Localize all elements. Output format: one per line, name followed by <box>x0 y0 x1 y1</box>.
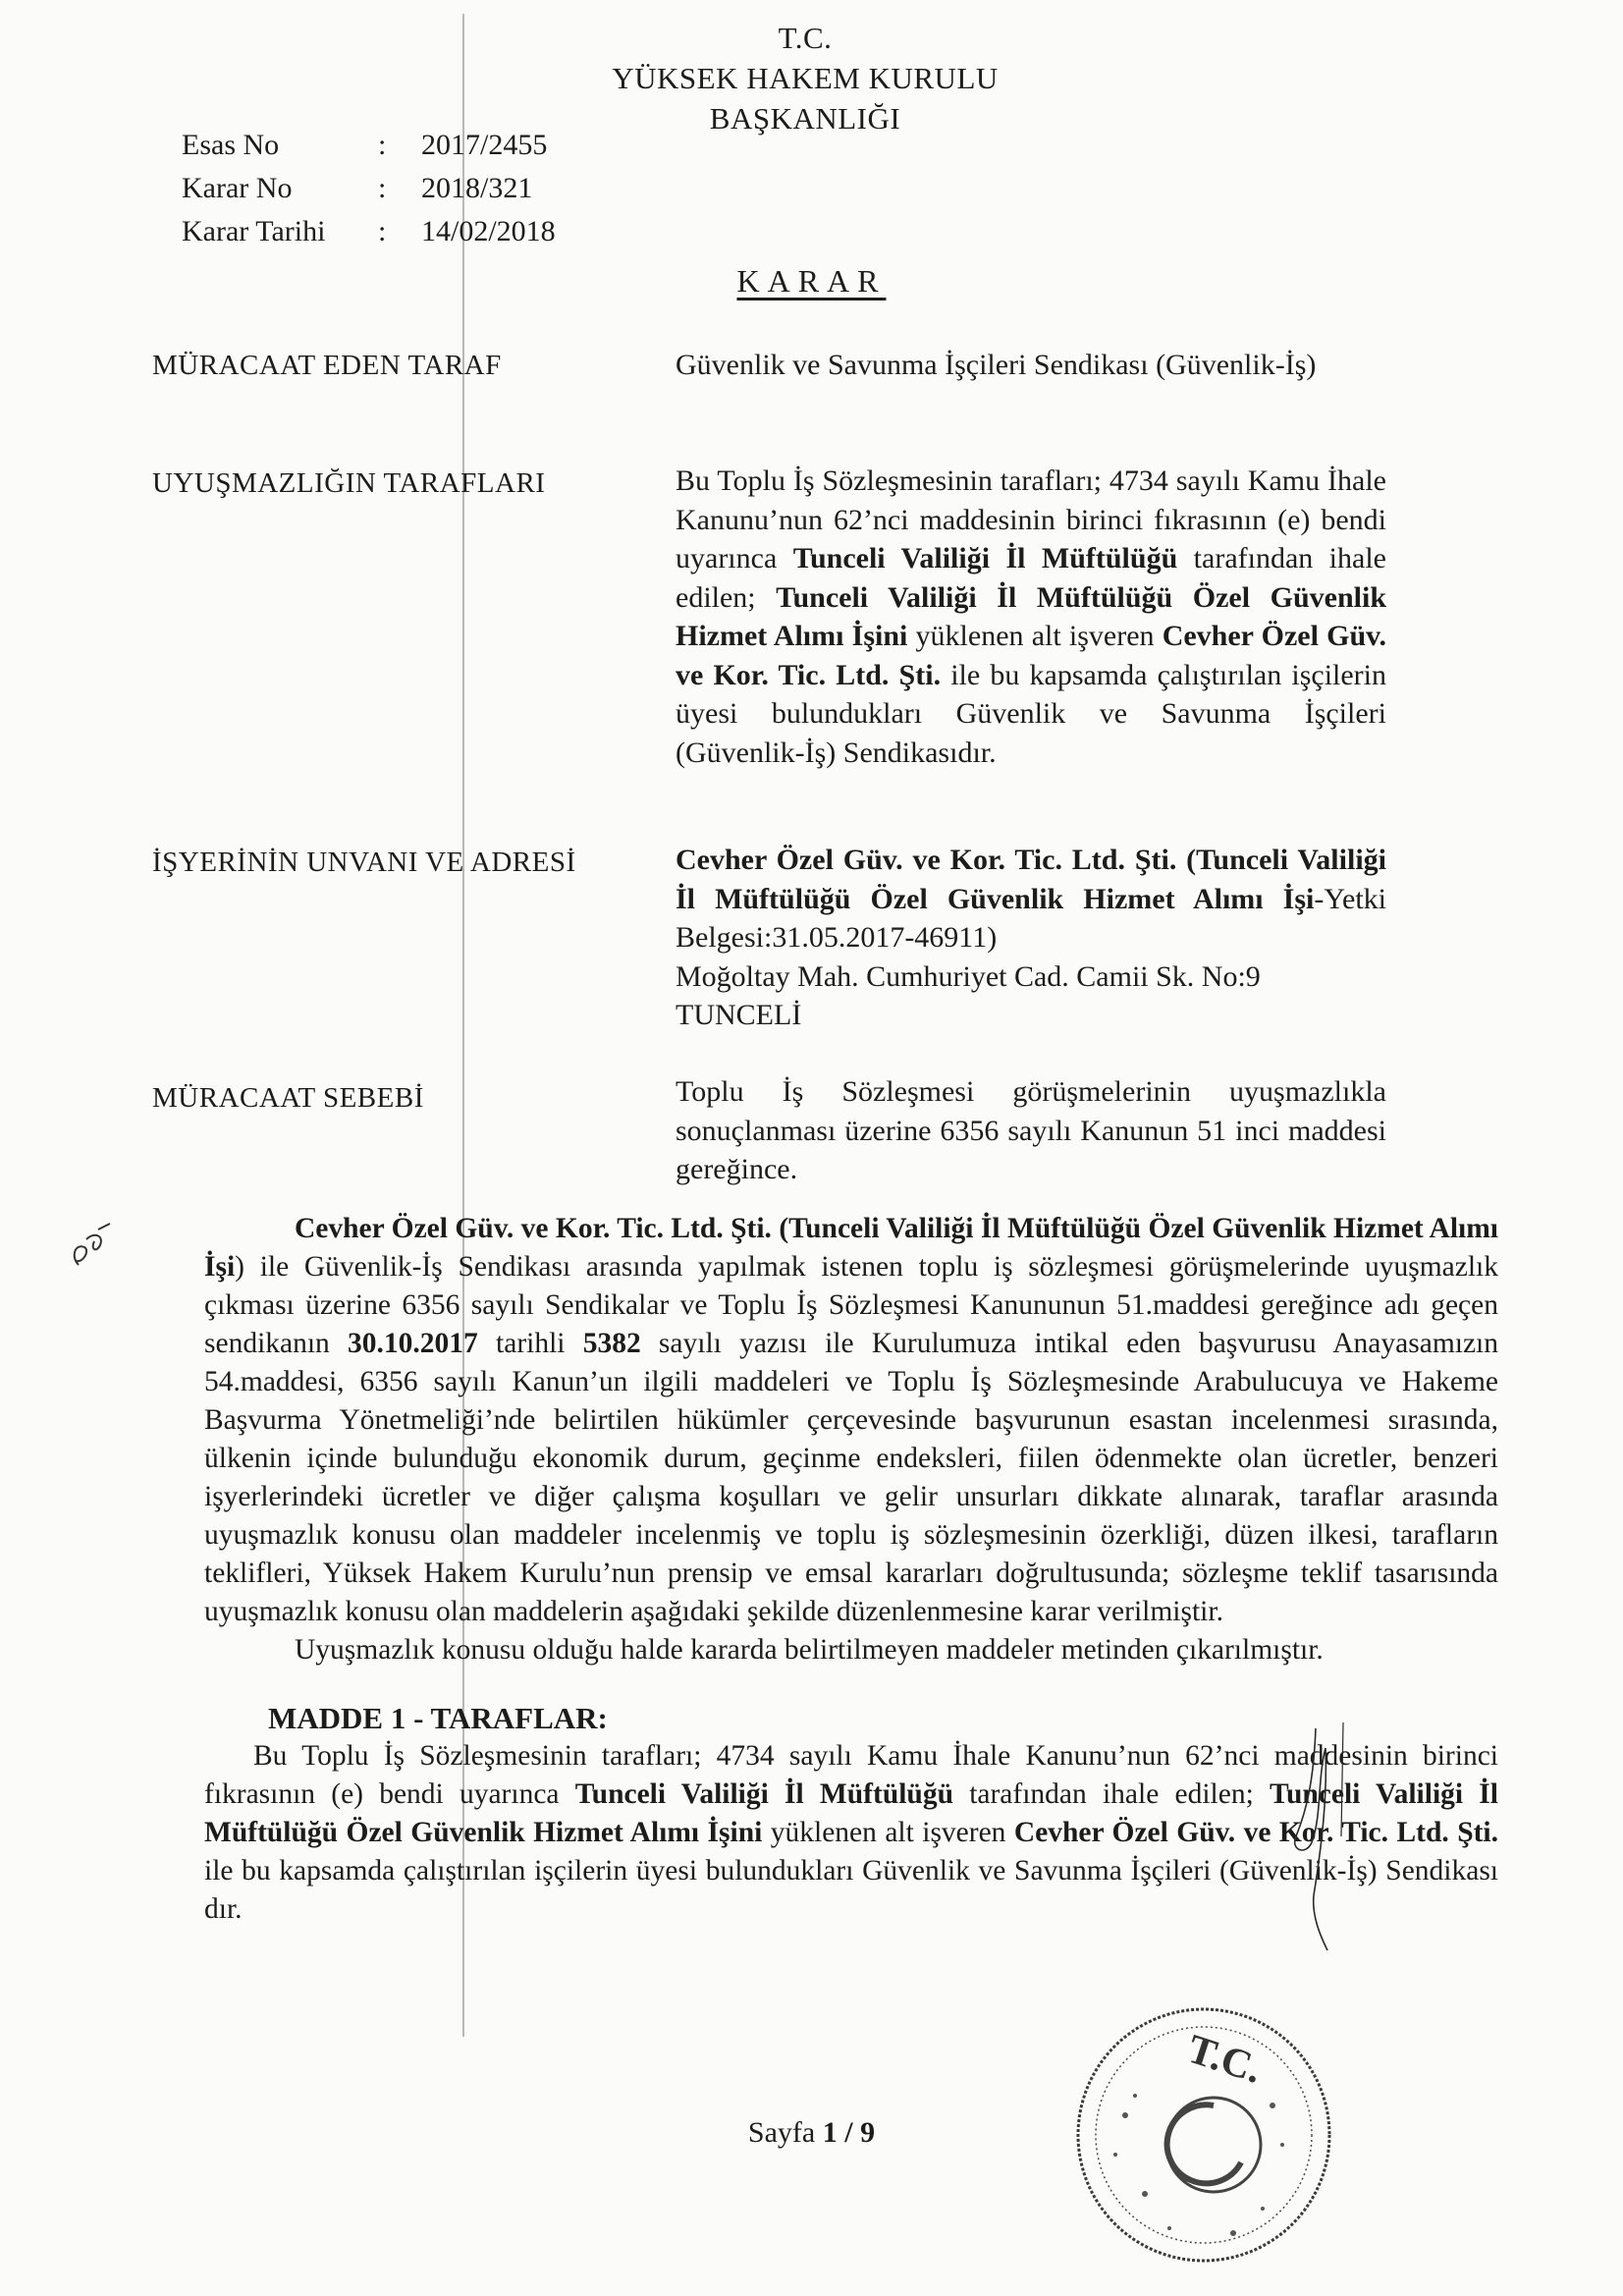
meta-value: 14/02/2018 <box>421 215 556 247</box>
label-muracaat-eden: MÜRACAAT EDEN TARAF <box>152 350 502 381</box>
handwritten-margin-mark <box>61 1218 120 1277</box>
header-presidency: BAŞKANLIĞI <box>709 101 901 136</box>
label-sebep: MÜRACAAT SEBEBİ <box>152 1082 424 1114</box>
label-taraflar: UYUŞMAZLIĞIN TARAFLARI <box>152 467 546 499</box>
case-meta <box>182 124 556 253</box>
handwritten-signature <box>1257 1719 1375 1954</box>
text-muracaat-eden: Güvenlik ve Savunma İşçileri Sendikası (Güvenlik-İş) <box>676 349 1317 381</box>
isyeri-address: Moğoltay Mah. Cumhuriyet Cad. Camii Sk. No:9 <box>676 959 1261 993</box>
stamp-center-text: T.C. <box>1181 2026 1268 2093</box>
decision-paragraph-2: Uyuşmazlık konusu olduğu halde kararda belirtilmeyen maddeler metinden çıkarılmıştır. <box>295 1634 1324 1666</box>
meta-karar-tarihi: Karar Tarihi : 14/02/2018 <box>182 210 556 253</box>
meta-value: 2018/321 <box>421 172 533 204</box>
text-isyeri: Cevher Özel Güv. ve Kor. Tic. Ltd. Şti. (Tunceli Valiliği İl Müftülüğü Özel Güvenlik Hizmet Alımı İşi-Yetki Belgesi:31.05.2017-46911) Moğoltay Mah. Cumhuriyet Cad. Camii Sk. No:9 TUNCELİ <box>676 841 1386 1035</box>
page-footer: Sayfa 1 / 9 <box>747 2116 876 2149</box>
meta-karar-no: Karar No : 2018/321 <box>182 167 556 210</box>
header-institution: YÜKSEK HAKEM KURULU <box>612 61 999 95</box>
document-header <box>550 18 1060 138</box>
text-taraflar: Bu Toplu İş Sözleşmesinin tarafları; 4734 sayılı Kamu İhale Kanunu’nun 62’nci maddesinin birinci fıkrasının (e) bendi uyarınca Tunceli Valiliği İl Müftülüğü tarafından ihale edilen; Tunceli Valiliği İl Müftülüğü Özel Güvenlik Hizmet Alımı İşini yüklenen alt işveren Cevher Özel Güv. ve Kor. Tic. Ltd. Şti. ile bu kapsamda çalıştırılan işçilerin üyesi bulundukları Güvenlik ve Savunma İşçileri (Güvenlik-İş) Sendikasıdır. <box>676 465 1387 769</box>
decision-paragraph-1: Cevher Özel Güv. ve Kor. Tic. Ltd. Şti. (Tunceli Valiliği İl Müftülüğü Özel Güvenlik Hizmet Alımı İşi) ile Güvenlik-İş Sendikası arasında yapılmak istenen toplu iş sözleşmesi görüşmelerinde uyuşmazlık çıkması üzerine 6356 sayılı Sendikalar ve Toplu İş Sözleşmesi Kanununun 51.maddesi gereğince adı geçen sendikanın 30.10.2017 tarihli 5382 sayılı yazısı ile Kurulumuza intikal eden başvurusu Anayasamızın 54.maddesi, 6356 sayılı Kanun’un ilgili maddeleri ve Toplu İş Sözleşmesinde Arabulucuya ve Hakeme Başvurma Yönetmeliği’nde belirtilen hükümler çerçevesinde başvurunun esastan incelenmesi sırasında, ülkenin içinde bulunduğu ekonomik durum, geçinme endeksleri, fiilen ödenmekte olan ücretler, benzeri işyerlerindeki ücretler ve diğer çalışma koşulları ve gelir unsurları dikkate alınarak, taraflar arasında uyuşmazlık konusu olan maddeler incelenmiş ve toplu iş sözleşmesinin özerkliği, düzen ilkesi, tarafların teklifleri, Yüksek Hakem Kurulu’nun prensip ve emsal kararları doğrultusunda; sözleşme teklif tasarısında uyuşmazlık konusu olan maddelerin aşağıdaki şekilde düzenlenmesine karar verilmiştir. <box>204 1213 1498 1627</box>
text-sebep: Toplu İş Sözleşmesi görüşmelerinin uyuşmazlıkla sonuçlanması üzerine 6356 sayılı Kanunun 51 inci maddesi gereğince. <box>676 1075 1386 1185</box>
madde-1-text: Bu Toplu İş Sözleşmesinin tarafları; 4734 sayılı Kamu İhale Kanunu’nun 62’nci maddesinin birinci fıkrasının (e) bendi uyarınca Tunceli Valiliği İl Müftülüğü tarafından ihale edilen; Tunceli Valiliği İl Müftülüğü Özel Güvenlik Hizmet Alımı İşini yüklenen alt işveren Cevher Özel Güv. ve Kor. Tic. Ltd. Şti. ile bu kapsamda çalıştırılan işçilerin üyesi bulundukları Güvenlik ve Savunma İşçileri (Güvenlik-İş) Sendikası dır. <box>204 1740 1498 1925</box>
meta-value: 2017/2455 <box>421 129 548 161</box>
page-number: 1 / 9 <box>822 2116 876 2149</box>
header-tc: T.C. <box>778 21 833 55</box>
label-isyeri: İŞYERİNİN UNVANI VE ADRESİ <box>152 847 576 878</box>
isyeri-city: TUNCELİ <box>676 999 802 1031</box>
document-title: KARAR <box>736 263 887 299</box>
meta-esas-no: Esas No : 2017/2455 <box>182 124 556 167</box>
madde-1-heading: MADDE 1 - TARAFLAR: <box>268 1701 608 1735</box>
